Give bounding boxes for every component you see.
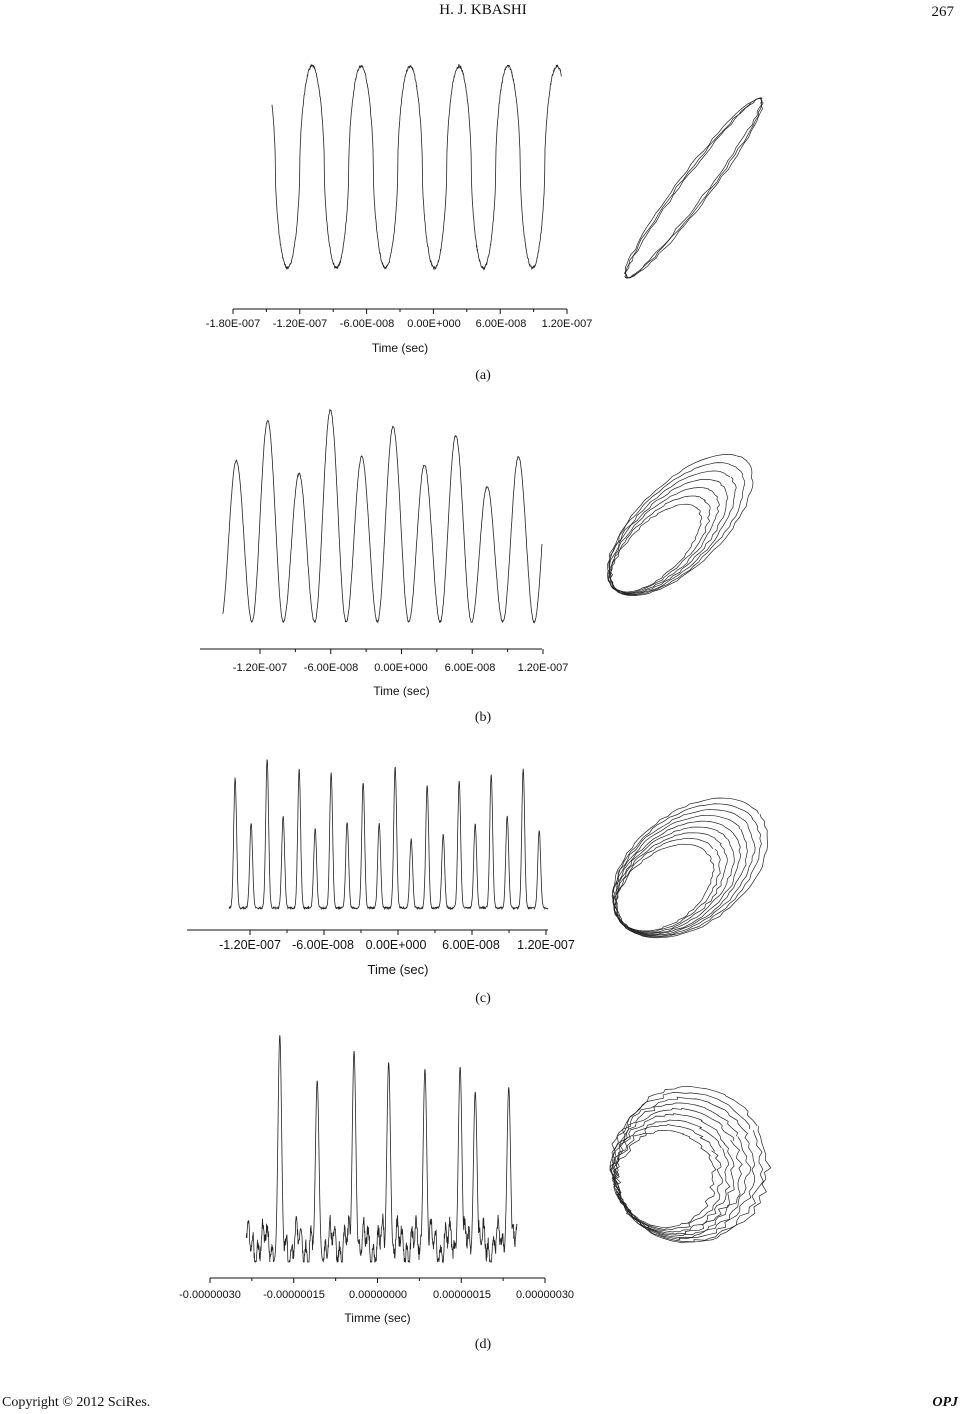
attractor-loop [586, 440, 766, 618]
x-axis-title: Time (sec) [373, 684, 430, 698]
caption-b: (b) [474, 710, 492, 725]
attractor-loop [584, 430, 776, 619]
x-tick-label: 6.00E-008 [475, 318, 527, 330]
x-tick-label: -6.00E-008 [339, 318, 395, 330]
x-tick-label: -1.20E-007 [272, 318, 328, 330]
attractor-loop [616, 90, 772, 285]
attractor-d [582, 1057, 797, 1271]
x-tick-label: -6.00E-008 [303, 662, 359, 674]
footer-copyright: Copyright © 2012 SciRes. [2, 1395, 151, 1410]
chart-c [187, 760, 795, 978]
x-tick-label: -0.00000015 [263, 1289, 325, 1301]
attractor-loop [599, 1111, 734, 1246]
attractor-loop [585, 769, 794, 967]
signal-trace [272, 65, 561, 270]
x-tick-label: -1.80E-007 [205, 318, 261, 330]
signal-trace [246, 1035, 517, 1262]
x-tick-label: 0.00E+000 [407, 318, 461, 330]
attractor-loop [595, 1104, 742, 1251]
signal-trace [229, 760, 548, 910]
x-tick-label: 6.00E-008 [442, 938, 500, 952]
caption-d: (d) [474, 1337, 492, 1352]
attractor-a [613, 88, 775, 288]
x-tick-label: 1.20E-007 [517, 662, 569, 674]
x-axis-title: Time (sec) [367, 962, 429, 977]
x-tick-label: 0.00000015 [432, 1289, 492, 1301]
attractor-loop [589, 783, 779, 963]
x-tick-label: 6.00E-008 [444, 662, 496, 674]
chart-b [200, 410, 776, 698]
x-tick-label: 0.00000000 [348, 1289, 408, 1301]
x-axis-title: Time (sec) [371, 341, 429, 355]
chart-d [179, 1035, 796, 1325]
attractor-loop [588, 1077, 773, 1262]
signal-trace [223, 410, 542, 623]
x-axis-title: Timme (sec) [344, 1311, 411, 1325]
x-tick-label: 0.00E+000 [374, 662, 428, 674]
attractor-loop [615, 90, 774, 287]
attractor-loop [588, 449, 756, 615]
caption-c: (c) [475, 991, 491, 1006]
x-tick-label: -6.00E-008 [292, 938, 354, 952]
attractor-c [585, 769, 794, 967]
chart-a [206, 65, 775, 355]
x-tick-label: 0.00E+000 [365, 938, 427, 952]
x-tick-label: 0.00000030 [515, 1289, 575, 1301]
x-tick-label: 1.20E-007 [517, 938, 575, 952]
caption-a: (a) [475, 368, 491, 383]
footer-journal: OPJ [932, 1395, 958, 1410]
running-header-author: H. J. KBASHI [439, 2, 527, 18]
attractor-loop [613, 88, 775, 288]
x-tick-label: -1.20E-007 [219, 938, 281, 952]
x-tick-label: -1.20E-007 [232, 662, 288, 674]
attractor-b [584, 430, 776, 620]
attractor-loop [594, 1098, 750, 1254]
x-tick-label: 1.20E-007 [541, 318, 593, 330]
x-tick-label: -0.00000030 [179, 1289, 241, 1301]
page-number: 267 [931, 4, 954, 20]
